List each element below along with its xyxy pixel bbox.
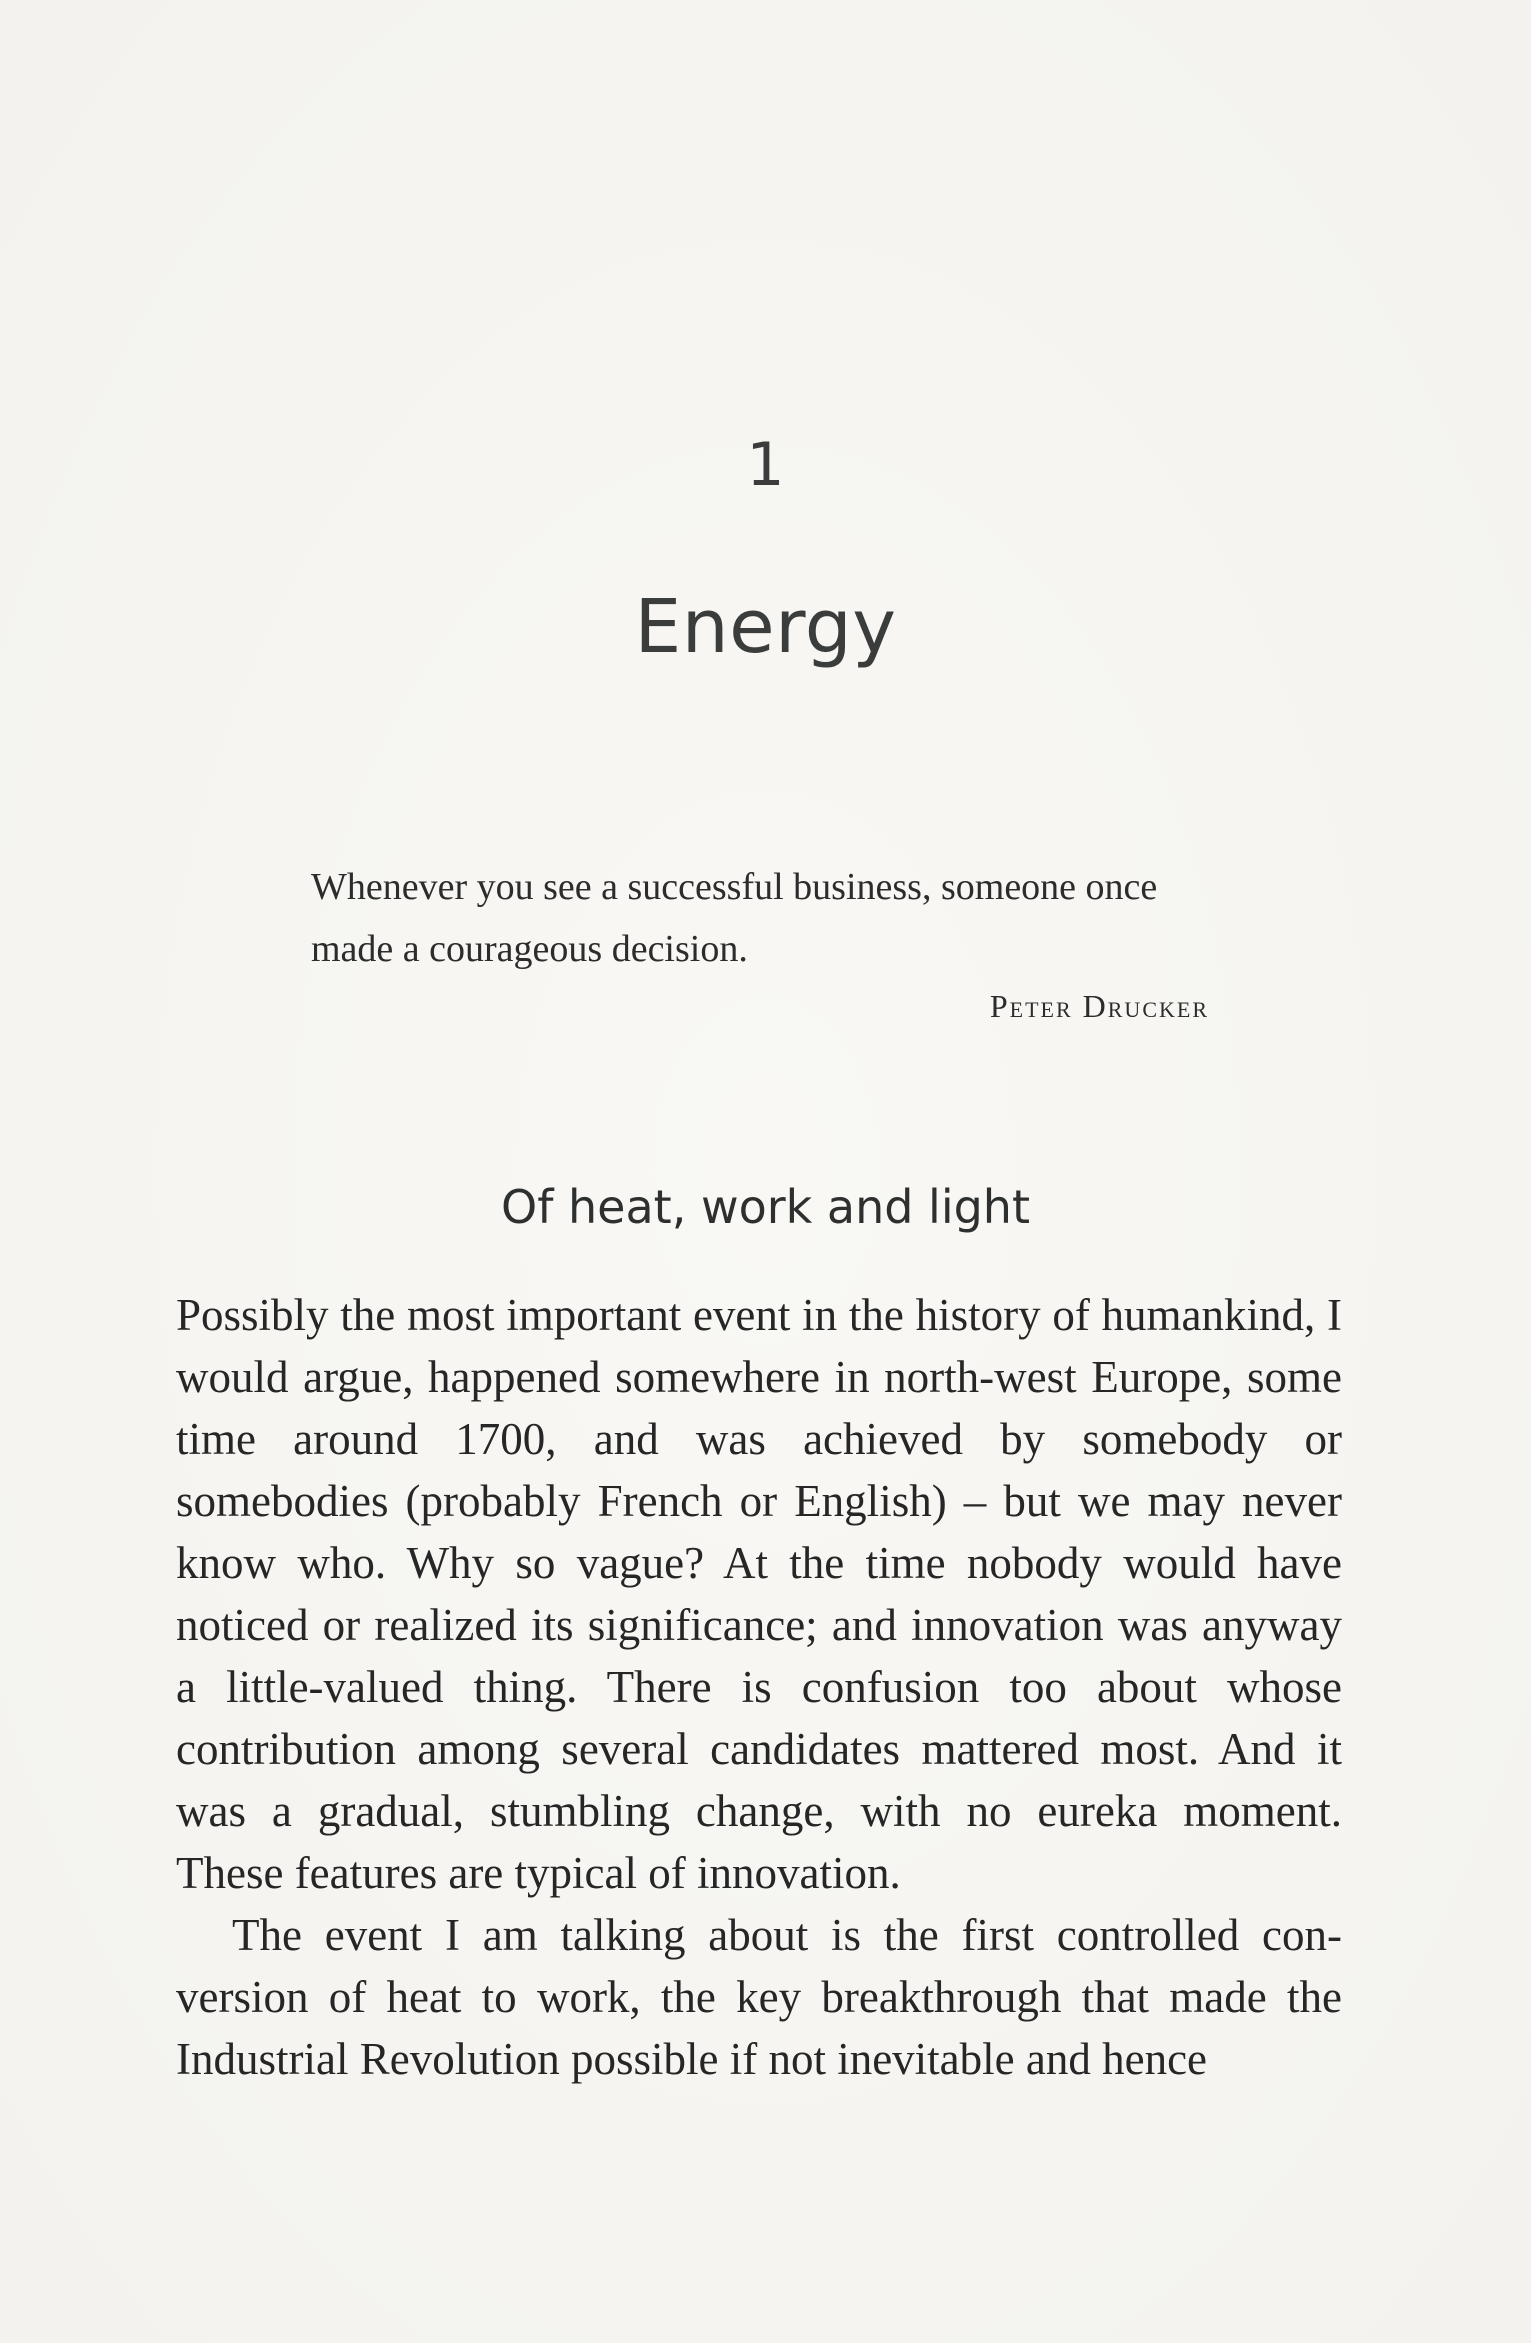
epigraph-author: Peter Drucker — [989, 988, 1209, 1024]
paragraph-2: The event I am talking about is the first controlled conversion of heat to work, the key breakthrough that made the Industrial Revolution possible if not inevitable and hence — [176, 1910, 1342, 2084]
paragraph-1: Possibly the most important event in the history of humankind, I would argue, happened somewhere in north-west Europe, some time around 1700, and was achieved by somebody or somebodies (probably French or English) – but we may never know who. Why so vague? At the time nobody would have noticed or realized its significance; and innovation was anyway a little-valued thing. There is confusion too about whose contribution among several candidates mattered most. And it was a gradual, stumbling change, with no eureka moment. These features are typical of innovation. — [176, 1290, 1342, 1898]
chapter-title: Energy — [634, 584, 897, 670]
chapter-number: 1 — [746, 430, 785, 500]
body-text — [176, 1284, 1342, 2090]
epigraph-quote: Whenever you see a successful business, someone once made a courageous decision. — [311, 866, 1158, 970]
section-heading: Of heat, work and light — [501, 1180, 1030, 1234]
